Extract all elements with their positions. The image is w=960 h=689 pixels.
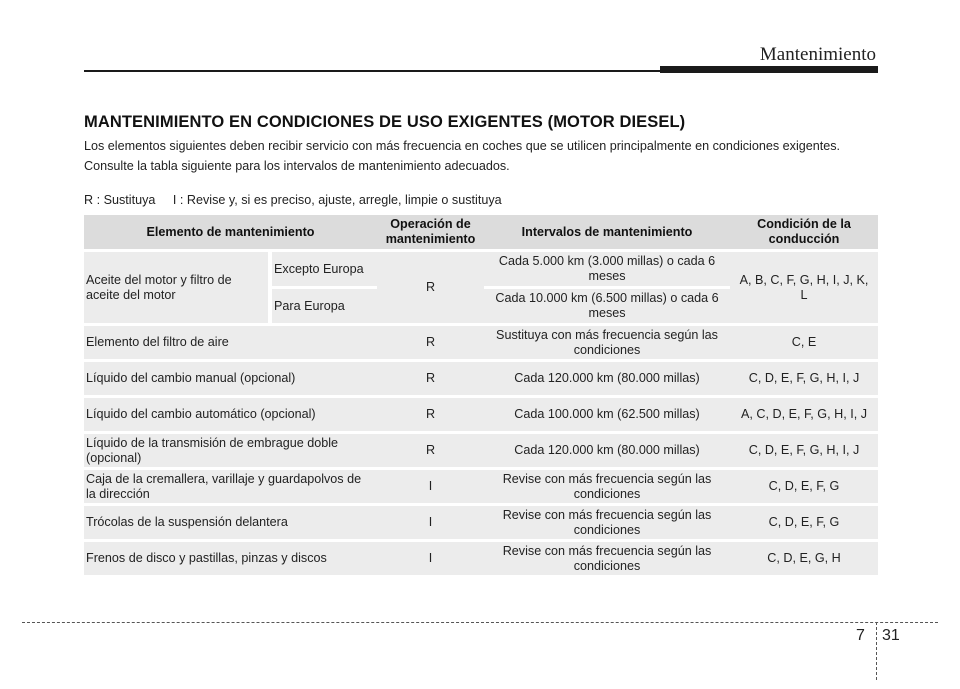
intro-text — [84, 139, 878, 173]
table-row — [84, 506, 878, 539]
cell-operation: R — [377, 362, 484, 395]
intro-paragraph-2: Consulte la tabla siguiente para los intervalos de mantenimiento adecuados. — [84, 158, 510, 173]
cell-interval: Cada 120.000 km (80.000 millas) — [484, 362, 730, 395]
header-condition: Condición de la conducción — [730, 215, 878, 249]
cell-condition: C, E — [730, 326, 878, 359]
footer-divider — [876, 622, 877, 680]
cell-item: Aceite del motor y filtro de aceite del motor — [84, 252, 268, 323]
footer-rule — [22, 622, 938, 623]
cell-operation: I — [377, 470, 484, 503]
header-item: Elemento de mantenimiento — [84, 215, 377, 249]
cell-interval: Cada 100.000 km (62.500 millas) — [484, 398, 730, 431]
table-row — [84, 398, 878, 431]
cell-interval: Revise con más frecuencia según las condiciones — [484, 506, 730, 539]
section-title: MANTENIMIENTO EN CONDICIONES DE USO EXIGENTES (MOTOR DIESEL) — [84, 113, 686, 131]
cell-item: Líquido del cambio automático (opcional) — [84, 398, 377, 431]
table-row — [84, 470, 878, 503]
cell-subitem: Excepto Europa — [268, 252, 377, 286]
table-row — [84, 434, 878, 467]
maintenance-table — [84, 212, 878, 578]
cell-interval: Sustituya con más frecuencia según las condiciones — [484, 326, 730, 359]
table-row — [84, 326, 878, 359]
page-number: 31 — [882, 627, 900, 644]
cell-operation: R — [377, 434, 484, 467]
cell-item: Elemento del filtro de aire — [84, 326, 377, 359]
cell-item: Trócolas de la suspensión delantera — [84, 506, 377, 539]
cell-interval: Cada 120.000 km (80.000 millas) — [484, 434, 730, 467]
cell-item: Líquido de la transmisión de embrague doble (opcional) — [84, 434, 377, 467]
cell-operation: R — [377, 326, 484, 359]
cell-subitem: Para Europa — [268, 289, 377, 323]
cell-condition: C, D, E, F, G — [730, 506, 878, 539]
cell-interval: Cada 10.000 km (6.500 millas) o cada 6 meses — [484, 289, 730, 323]
table-row — [84, 252, 878, 286]
header-operation: Operación de mantenimiento — [377, 215, 484, 249]
cell-condition: C, D, E, F, G, H, I, J — [730, 362, 878, 395]
cell-item: Líquido del cambio manual (opcional) — [84, 362, 377, 395]
header-interval: Intervalos de mantenimiento — [484, 215, 730, 249]
cell-condition: C, D, E, F, G, H, I, J — [730, 434, 878, 467]
cell-item: Caja de la cremallera, varillaje y guardapolvos de la dirección — [84, 470, 377, 503]
cell-operation: I — [377, 506, 484, 539]
intro-paragraph-1: Los elementos siguientes deben recibir servicio con más frecuencia en coches que se utilicen principalmente en condiciones exigentes. — [84, 139, 841, 153]
cell-item: Frenos de disco y pastillas, pinzas y discos — [84, 542, 377, 575]
cell-interval: Revise con más frecuencia según las condiciones — [484, 470, 730, 503]
table-row — [84, 542, 878, 575]
chapter-title: Mantenimiento — [759, 44, 876, 65]
header-rule-accent — [660, 66, 878, 73]
cell-operation: I — [377, 542, 484, 575]
header-rule — [84, 70, 664, 72]
table-row — [84, 362, 878, 395]
cell-interval: Revise con más frecuencia según las condiciones — [484, 542, 730, 575]
table-header-row — [84, 215, 878, 249]
cell-interval: Cada 5.000 km (3.000 millas) o cada 6 meses — [484, 252, 730, 286]
cell-condition: A, C, D, E, F, G, H, I, J — [730, 398, 878, 431]
cell-operation: R — [377, 398, 484, 431]
legend-text: R : Sustituya I : Revise y, si es preciso, ajuste, arregle, limpie o sustituya — [84, 193, 502, 207]
cell-operation: R — [377, 252, 484, 323]
cell-condition: C, D, E, F, G — [730, 470, 878, 503]
cell-condition: A, B, C, F, G, H, I, J, K, L — [730, 252, 878, 323]
cell-condition: C, D, E, G, H — [730, 542, 878, 575]
chapter-number: 7 — [856, 627, 865, 644]
